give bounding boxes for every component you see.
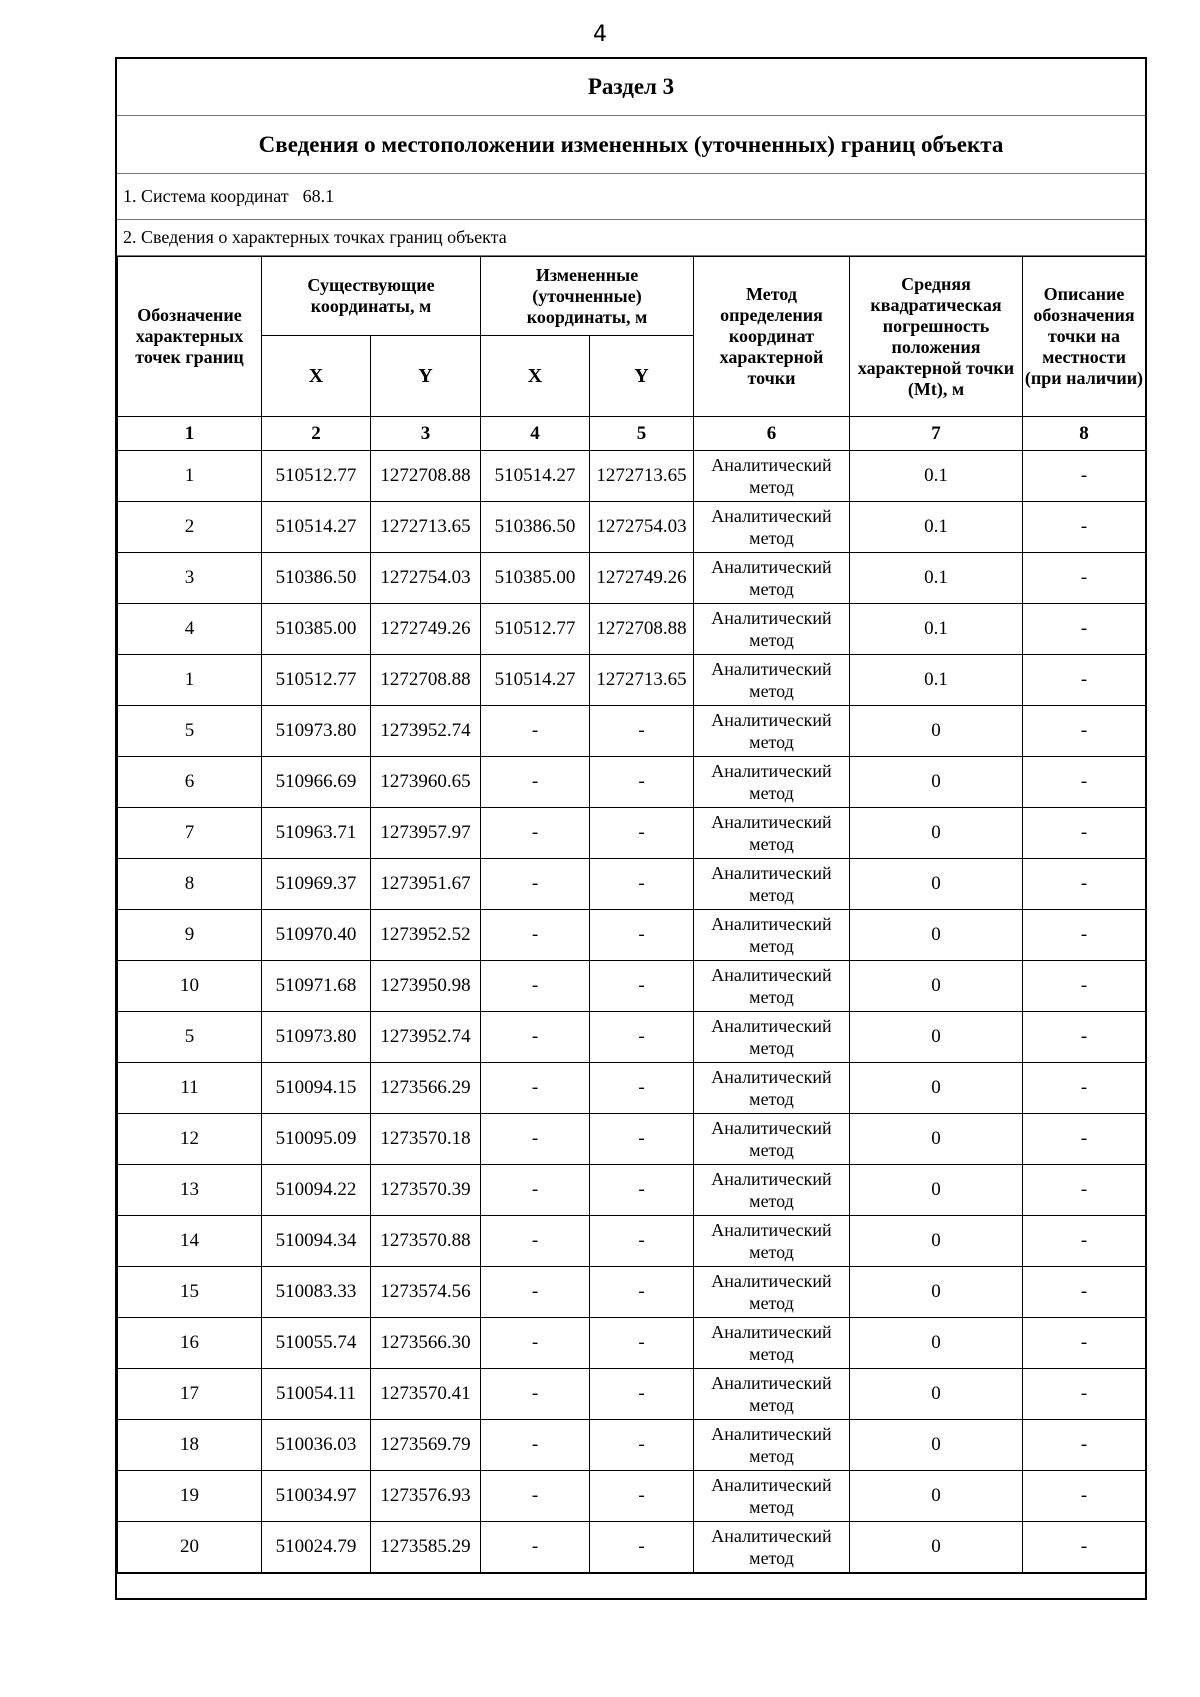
changed-x-cell: - [481,706,590,757]
changed-y-cell: - [590,1369,694,1420]
changed-x-cell: 510514.27 [481,451,590,502]
header-designation: Обозначение характерных точек границ [118,257,262,417]
header-changed-x: X [481,336,590,417]
table-row [118,1522,1146,1573]
existing-y-cell: 1273952.74 [371,1012,481,1063]
error-cell: 0 [850,1165,1023,1216]
section-frame [115,57,1147,1600]
method-cell: Аналитический метод [694,808,850,859]
header-changed-coordinates: Измененные (уточненные) координаты, м [481,257,694,336]
table-header-row [118,257,1146,336]
column-number: 4 [481,417,590,451]
changed-y-cell: - [590,1114,694,1165]
table-row [118,553,1146,604]
existing-y-cell: 1273952.74 [371,706,481,757]
existing-y-cell: 1273952.52 [371,910,481,961]
points-caption: 2. Сведения о характерных точках границ объекта [117,220,1145,256]
existing-x-cell: 510973.80 [262,1012,371,1063]
changed-y-cell: - [590,1471,694,1522]
changed-x-cell: 510512.77 [481,604,590,655]
table-row [118,1165,1146,1216]
error-cell: 0.1 [850,655,1023,706]
existing-y-cell: 1273570.88 [371,1216,481,1267]
existing-x-cell: 510512.77 [262,655,371,706]
existing-x-cell: 510969.37 [262,859,371,910]
method-cell: Аналитический метод [694,910,850,961]
column-number: 7 [850,417,1023,451]
header-existing-y: Y [371,336,481,417]
table-row [118,502,1146,553]
table-row [118,1420,1146,1471]
existing-x-cell: 510094.22 [262,1165,371,1216]
description-cell: - [1023,655,1146,706]
table-footer-space [117,1573,1145,1600]
existing-y-cell: 1273585.29 [371,1522,481,1573]
point-cell: 3 [118,553,262,604]
table-row [118,1216,1146,1267]
table-row [118,604,1146,655]
points-table-body [118,451,1146,1573]
point-cell: 5 [118,1012,262,1063]
changed-y-cell: - [590,808,694,859]
description-cell: - [1023,757,1146,808]
existing-y-cell: 1273951.67 [371,859,481,910]
point-cell: 7 [118,808,262,859]
header-method: Метод определения координат характерной точки [694,257,850,417]
error-cell: 0 [850,1420,1023,1471]
point-cell: 1 [118,451,262,502]
error-cell: 0 [850,1522,1023,1573]
method-cell: Аналитический метод [694,1420,850,1471]
existing-y-cell: 1273566.29 [371,1063,481,1114]
changed-x-cell: - [481,1114,590,1165]
existing-x-cell: 510971.68 [262,961,371,1012]
table-row [118,1471,1146,1522]
changed-y-cell: - [590,961,694,1012]
description-cell: - [1023,1165,1146,1216]
existing-x-cell: 510966.69 [262,757,371,808]
description-cell: - [1023,1063,1146,1114]
existing-y-cell: 1273570.39 [371,1165,481,1216]
method-cell: Аналитический метод [694,1471,850,1522]
header-existing-coordinates: Существующие координаты, м [262,257,481,336]
changed-x-cell: - [481,808,590,859]
error-cell: 0 [850,1318,1023,1369]
description-cell: - [1023,1012,1146,1063]
header-description: Описание обозначения точки на местности (при наличии) [1023,257,1146,417]
description-cell: - [1023,808,1146,859]
description-cell: - [1023,553,1146,604]
method-cell: Аналитический метод [694,1012,850,1063]
changed-y-cell: - [590,1012,694,1063]
method-cell: Аналитический метод [694,1267,850,1318]
description-cell: - [1023,451,1146,502]
changed-y-cell: 1272754.03 [590,502,694,553]
column-number: 5 [590,417,694,451]
changed-x-cell: - [481,910,590,961]
method-cell: Аналитический метод [694,1318,850,1369]
method-cell: Аналитический метод [694,655,850,706]
existing-x-cell: 510963.71 [262,808,371,859]
column-number: 8 [1023,417,1146,451]
error-cell: 0.1 [850,502,1023,553]
coordinate-system-label: 1. Система координат [123,186,289,206]
changed-x-cell: - [481,961,590,1012]
description-cell: - [1023,1267,1146,1318]
description-cell: - [1023,706,1146,757]
existing-x-cell: 510970.40 [262,910,371,961]
method-cell: Аналитический метод [694,1522,850,1573]
existing-y-cell: 1272749.26 [371,604,481,655]
existing-x-cell: 510514.27 [262,502,371,553]
method-cell: Аналитический метод [694,706,850,757]
table-row [118,1267,1146,1318]
changed-x-cell: - [481,859,590,910]
description-cell: - [1023,1420,1146,1471]
coordinate-system-value: 68.1 [302,186,335,206]
column-number: 1 [118,417,262,451]
existing-y-cell: 1272713.65 [371,502,481,553]
table-row [118,1318,1146,1369]
existing-y-cell: 1273950.98 [371,961,481,1012]
table-row [118,859,1146,910]
error-cell: 0 [850,910,1023,961]
description-cell: - [1023,1216,1146,1267]
existing-x-cell: 510055.74 [262,1318,371,1369]
error-cell: 0 [850,1369,1023,1420]
method-cell: Аналитический метод [694,451,850,502]
description-cell: - [1023,1369,1146,1420]
error-cell: 0 [850,1114,1023,1165]
method-cell: Аналитический метод [694,502,850,553]
changed-y-cell: - [590,1318,694,1369]
table-row [118,1012,1146,1063]
changed-x-cell: - [481,1522,590,1573]
existing-x-cell: 510385.00 [262,604,371,655]
error-cell: 0 [850,859,1023,910]
error-cell: 0 [850,706,1023,757]
existing-y-cell: 1273569.79 [371,1420,481,1471]
point-cell: 9 [118,910,262,961]
description-cell: - [1023,1471,1146,1522]
changed-x-cell: - [481,1216,590,1267]
points-table [117,256,1146,1573]
method-cell: Аналитический метод [694,1369,850,1420]
existing-y-cell: 1272708.88 [371,655,481,706]
existing-x-cell: 510036.03 [262,1420,371,1471]
description-cell: - [1023,1522,1146,1573]
point-cell: 6 [118,757,262,808]
point-cell: 11 [118,1063,262,1114]
description-cell: - [1023,604,1146,655]
section-subtitle: Сведения о местоположении измененных (уточненных) границ объекта [117,116,1145,174]
existing-y-cell: 1273574.56 [371,1267,481,1318]
changed-x-cell: - [481,757,590,808]
changed-x-cell: - [481,1267,590,1318]
column-number: 6 [694,417,850,451]
existing-y-cell: 1273576.93 [371,1471,481,1522]
section-title: Раздел 3 [117,59,1145,116]
changed-x-cell: - [481,1165,590,1216]
changed-y-cell: - [590,757,694,808]
existing-y-cell: 1272754.03 [371,553,481,604]
error-cell: 0.1 [850,451,1023,502]
existing-y-cell: 1273566.30 [371,1318,481,1369]
table-row [118,1063,1146,1114]
existing-x-cell: 510386.50 [262,553,371,604]
point-cell: 15 [118,1267,262,1318]
changed-y-cell: - [590,1216,694,1267]
table-row [118,1369,1146,1420]
changed-x-cell: 510514.27 [481,655,590,706]
existing-y-cell: 1273957.97 [371,808,481,859]
changed-y-cell: - [590,1165,694,1216]
changed-y-cell: - [590,706,694,757]
header-changed-y: Y [590,336,694,417]
changed-y-cell: - [590,910,694,961]
point-cell: 17 [118,1369,262,1420]
changed-y-cell: - [590,1063,694,1114]
point-cell: 4 [118,604,262,655]
description-cell: - [1023,859,1146,910]
description-cell: - [1023,961,1146,1012]
table-row [118,655,1146,706]
column-number-row [118,417,1146,451]
method-cell: Аналитический метод [694,604,850,655]
changed-y-cell: 1272713.65 [590,655,694,706]
column-number: 2 [262,417,371,451]
existing-x-cell: 510094.15 [262,1063,371,1114]
changed-x-cell: - [481,1420,590,1471]
method-cell: Аналитический метод [694,1063,850,1114]
existing-y-cell: 1272708.88 [371,451,481,502]
coordinate-system-line [117,174,1145,220]
description-cell: - [1023,502,1146,553]
point-cell: 19 [118,1471,262,1522]
header-error: Средняя квадратическая погрешность положения характерной точки (Mt), м [850,257,1023,417]
method-cell: Аналитический метод [694,961,850,1012]
changed-y-cell: - [590,1522,694,1573]
changed-x-cell: 510385.00 [481,553,590,604]
changed-x-cell: - [481,1063,590,1114]
changed-x-cell: 510386.50 [481,502,590,553]
existing-x-cell: 510083.33 [262,1267,371,1318]
point-cell: 1 [118,655,262,706]
table-row [118,451,1146,502]
error-cell: 0 [850,1012,1023,1063]
changed-x-cell: - [481,1318,590,1369]
table-row [118,961,1146,1012]
point-cell: 5 [118,706,262,757]
method-cell: Аналитический метод [694,1114,850,1165]
method-cell: Аналитический метод [694,757,850,808]
existing-y-cell: 1273960.65 [371,757,481,808]
error-cell: 0 [850,1063,1023,1114]
point-cell: 13 [118,1165,262,1216]
existing-x-cell: 510034.97 [262,1471,371,1522]
existing-x-cell: 510094.34 [262,1216,371,1267]
existing-x-cell: 510024.79 [262,1522,371,1573]
description-cell: - [1023,910,1146,961]
point-cell: 18 [118,1420,262,1471]
point-cell: 8 [118,859,262,910]
existing-x-cell: 510512.77 [262,451,371,502]
existing-x-cell: 510095.09 [262,1114,371,1165]
point-cell: 14 [118,1216,262,1267]
error-cell: 0 [850,808,1023,859]
existing-y-cell: 1273570.18 [371,1114,481,1165]
method-cell: Аналитический метод [694,1165,850,1216]
error-cell: 0 [850,1267,1023,1318]
changed-y-cell: 1272749.26 [590,553,694,604]
error-cell: 0 [850,1216,1023,1267]
description-cell: - [1023,1114,1146,1165]
method-cell: Аналитический метод [694,859,850,910]
existing-x-cell: 510973.80 [262,706,371,757]
method-cell: Аналитический метод [694,553,850,604]
changed-y-cell: 1272713.65 [590,451,694,502]
point-cell: 12 [118,1114,262,1165]
changed-y-cell: - [590,1420,694,1471]
existing-y-cell: 1273570.41 [371,1369,481,1420]
method-cell: Аналитический метод [694,1216,850,1267]
changed-y-cell: 1272708.88 [590,604,694,655]
error-cell: 0.1 [850,604,1023,655]
page-number: 4 [593,22,607,47]
error-cell: 0 [850,757,1023,808]
table-row [118,910,1146,961]
column-number: 3 [371,417,481,451]
error-cell: 0 [850,1471,1023,1522]
changed-y-cell: - [590,1267,694,1318]
changed-x-cell: - [481,1012,590,1063]
changed-y-cell: - [590,859,694,910]
description-cell: - [1023,1318,1146,1369]
table-row [118,1114,1146,1165]
changed-x-cell: - [481,1369,590,1420]
error-cell: 0.1 [850,553,1023,604]
table-row [118,706,1146,757]
error-cell: 0 [850,961,1023,1012]
existing-x-cell: 510054.11 [262,1369,371,1420]
point-cell: 20 [118,1522,262,1573]
point-cell: 16 [118,1318,262,1369]
point-cell: 10 [118,961,262,1012]
header-existing-x: X [262,336,371,417]
table-row [118,757,1146,808]
table-row [118,808,1146,859]
changed-x-cell: - [481,1471,590,1522]
point-cell: 2 [118,502,262,553]
